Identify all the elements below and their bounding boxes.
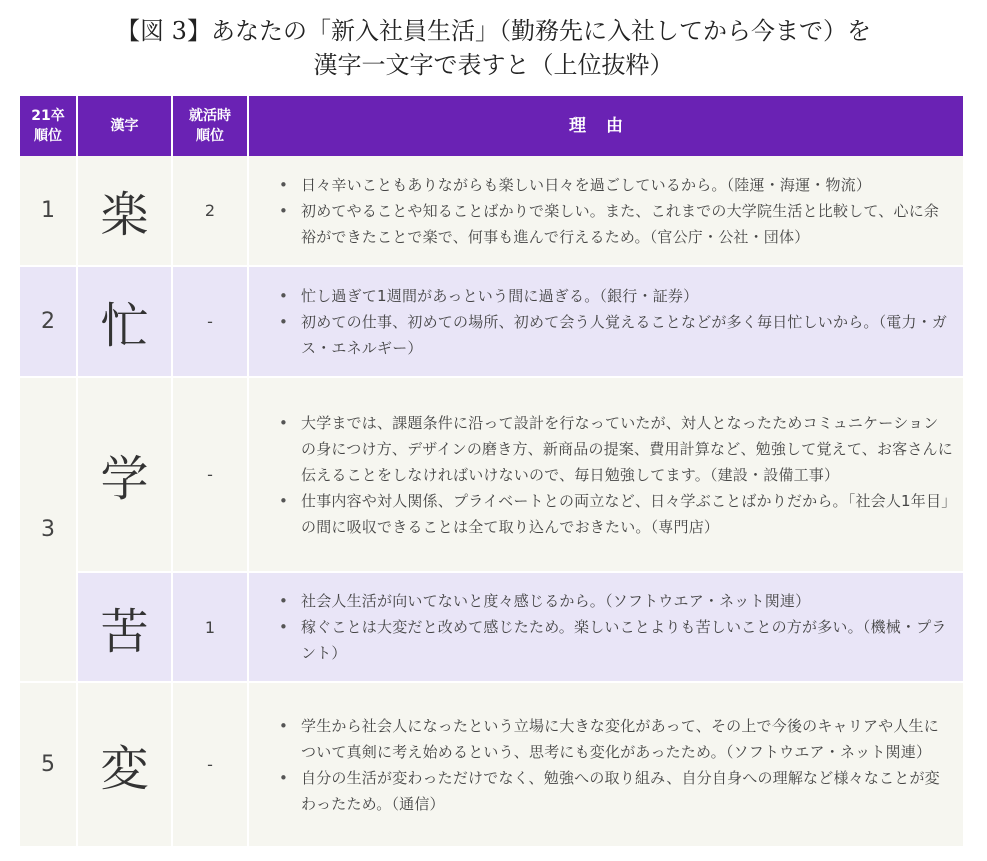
rank-cell: 1 [20, 156, 78, 267]
prev-rank-cell: - [173, 683, 249, 848]
reason-list [249, 588, 963, 666]
reason-cell [249, 156, 963, 267]
reason-item: • 稼ぐことは大変だと改めて感じたため。楽しいことよりも苦しいことの方が多い。（機械・プラント） [301, 614, 953, 666]
prev-rank-cell: - [173, 378, 249, 573]
rank-cell: 2 [20, 267, 78, 378]
table-row [20, 267, 963, 378]
reason-list [249, 283, 963, 361]
reason-item: • 初めてやることや知ることばかりで楽しい。また、これまでの大学院生活と比較して、心に余裕ができたことで楽で、何事も進んで行えるため。（官公庁・公社・団体） [301, 198, 953, 250]
reason-item: • 社会人生活が向いてないと度々感じるから。（ソフトウエア・ネット関連） [301, 588, 953, 614]
table-row [20, 156, 963, 267]
prev-rank-cell: 1 [173, 573, 249, 683]
kanji-ranking-table [20, 96, 963, 848]
header-kanji: 漢字 [78, 96, 173, 156]
prev-rank-cell: - [173, 267, 249, 378]
figure-title [0, 14, 987, 82]
reason-cell [249, 573, 963, 683]
kanji-cell: 忙 [78, 267, 173, 378]
table-row [20, 683, 963, 848]
header-rank-21-line2: 順位 [34, 128, 62, 144]
kanji-cell: 楽 [78, 156, 173, 267]
reason-item: • 自分の生活が変わっただけでなく、勉強への取り組み、自分自身への理解など様々なことが変わったため。（通信） [301, 765, 953, 817]
table-row [20, 573, 963, 683]
table-row [20, 378, 963, 573]
reason-list [249, 410, 963, 540]
title-line-1: 【図 3】あなたの「新入社員生活」（勤務先に入社してから今まで）を [116, 17, 871, 45]
kanji-cell: 学 [78, 378, 173, 573]
kanji-cell: 変 [78, 683, 173, 848]
header-rank-21 [20, 96, 78, 156]
reason-list [249, 713, 963, 817]
header-rank-job-line1: 就活時 [189, 108, 231, 124]
table-header-row [20, 96, 963, 156]
reason-list [249, 172, 963, 250]
header-rank-job [173, 96, 249, 156]
reason-item: • 日々辛いこともありながらも楽しい日々を過ごしているから。（陸運・海運・物流） [301, 172, 953, 198]
header-reason: 理由 [249, 96, 963, 156]
reason-cell [249, 267, 963, 378]
header-rank-job-line2: 順位 [196, 128, 224, 144]
kanji-cell: 苦 [78, 573, 173, 683]
reason-cell [249, 378, 963, 573]
title-line-2: 漢字一文字で表すと（上位抜粋） [313, 51, 674, 79]
reason-item: • 学生から社会人になったという立場に大きな変化があって、その上で今後のキャリアや人生について真剣に考え始めるという、思考にも変化があったため。（ソフトウエア・ネット関連） [301, 713, 953, 765]
rank-cell: 3 [20, 378, 78, 683]
reason-cell [249, 683, 963, 848]
reason-item: • 大学までは、課題条件に沿って設計を行なっていたが、対人となったためコミュニケーションの身につけ方、デザインの磨き方、新商品の提案、費用計算など、勉強して覚えて、お客さんに伝えることをしなければいけないので、毎日勉強してます。（建設・設備工事） [301, 410, 953, 488]
reason-item: • 初めての仕事、初めての場所、初めて会う人覚えることなどが多く毎日忙しいから。（電力・ガス・エネルギー） [301, 309, 953, 361]
rank-cell: 5 [20, 683, 78, 848]
reason-item: • 仕事内容や対人関係、プライベートとの両立など、日々学ぶことばかりだから。「社会人1年目」の間に吸収できることは全て取り込んでおきたい。（専門店） [301, 488, 953, 540]
reason-item: • 忙し過ぎて1週間があっという間に過ぎる。（銀行・証券） [301, 283, 953, 309]
prev-rank-cell: 2 [173, 156, 249, 267]
header-rank-21-line1: 21卒 [31, 108, 65, 124]
